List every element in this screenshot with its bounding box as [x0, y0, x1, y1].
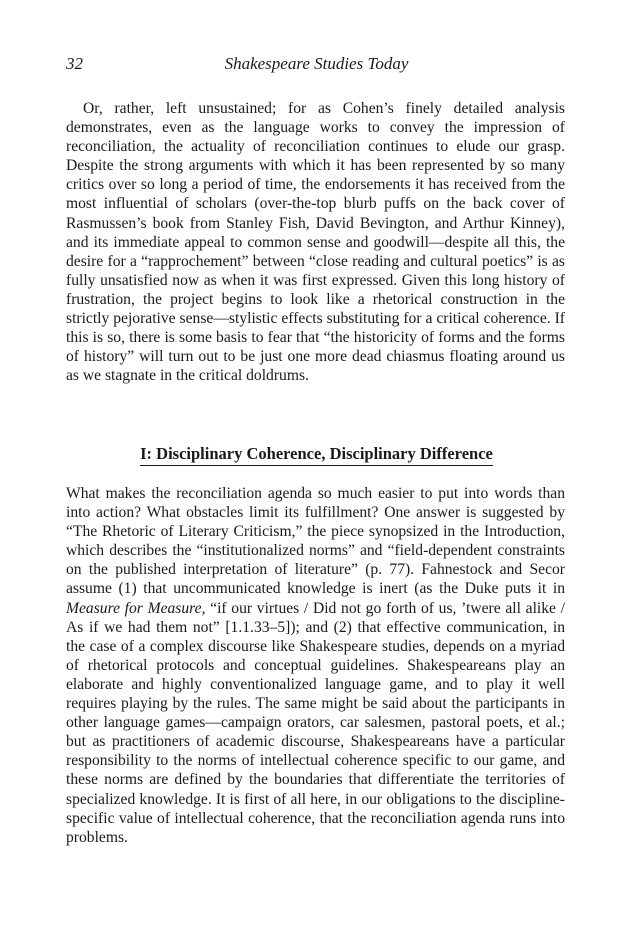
paragraph-2-text-start: What makes the reconciliation agenda so much easier to put into words than into action? What obstacles limit its fulfillment? One answer is suggested by “The Rhetoric of Literary Criticism,” the piece synopsized in the Introduction, which describes the “institutionalized norms” and “field-dependent constraints on the published interpretation of literature” (p. 77). Fahnestock and Secor assume (1) that uncommunicated knowledge is inert (as the Duke puts it in — [66, 485, 565, 598]
running-head — [66, 54, 567, 76]
running-title: Shakespeare Studies Today — [224, 54, 409, 73]
body-paragraph-1: Or, rather, left unsustained; for as Cohen’s finely detailed analysis demonstrates, even as the language works to convey the impression of reconciliation, the actuality of reconciliation continues to elude our grasp. Despite the strong arguments with which it has been represented by so many critics over so long a period of time, the endorsements it has received from the most influential of scholars (over-the-top blurb puffs on the back cover of Rasmussen’s book from Stanley Fish, David Bevington, and Arthur Kinney), and its immediate appeal to common sense and goodwill—despite all this, the desire for a “rapprochement” between “close reading and cultural poetics” is as fully unsatisfied now as when it was first expressed. Given this long history of frustration, the project begins to look like a rhetorical construction in the strictly pejorative sense—stylistic effects substituting for a critical coherence. If this is so, there is some basis to fear that “the historicity of forms and the forms of history” will turn out to be just one more dead chiasmus floating around us as we stagnate in the critical doldrums. — [66, 100, 565, 385]
play-title-italic: Measure for Measure — [66, 599, 202, 617]
paragraph-2-text-end: , “if our virtues / Did not go forth of us, ’twere all alike / As if we had them not” [1.1.33–5]); and (2) that effective communication, in the case of a complex discourse like Shakespeare studies, depends on a myriad of rhetorical protocols and conceptual guidelines. Shakespeareans play an elaborate and highly conventionalized language game, and to play it well requires playing by the rules. The same might be said about the participants in other language games—campaign orators, car salesmen, pastoral poets, et al.; but as practitioners of academic discourse, Shakespeareans have a particular responsibility to the norms of intellectual coherence specific to our game, and these norms are defined by the boundaries that differentiate the territories of specialized knowledge. It is first of all here, in our obligations to the discipline-specific value of intellectual coherence, that the reconciliation agenda runs into problems. — [66, 599, 565, 846]
body-paragraph-2 — [66, 484, 565, 847]
section-heading-text: I: Disciplinary Coherence, Disciplinary Difference — [140, 444, 493, 466]
page-number: 32 — [66, 54, 83, 73]
section-heading — [0, 444, 633, 464]
